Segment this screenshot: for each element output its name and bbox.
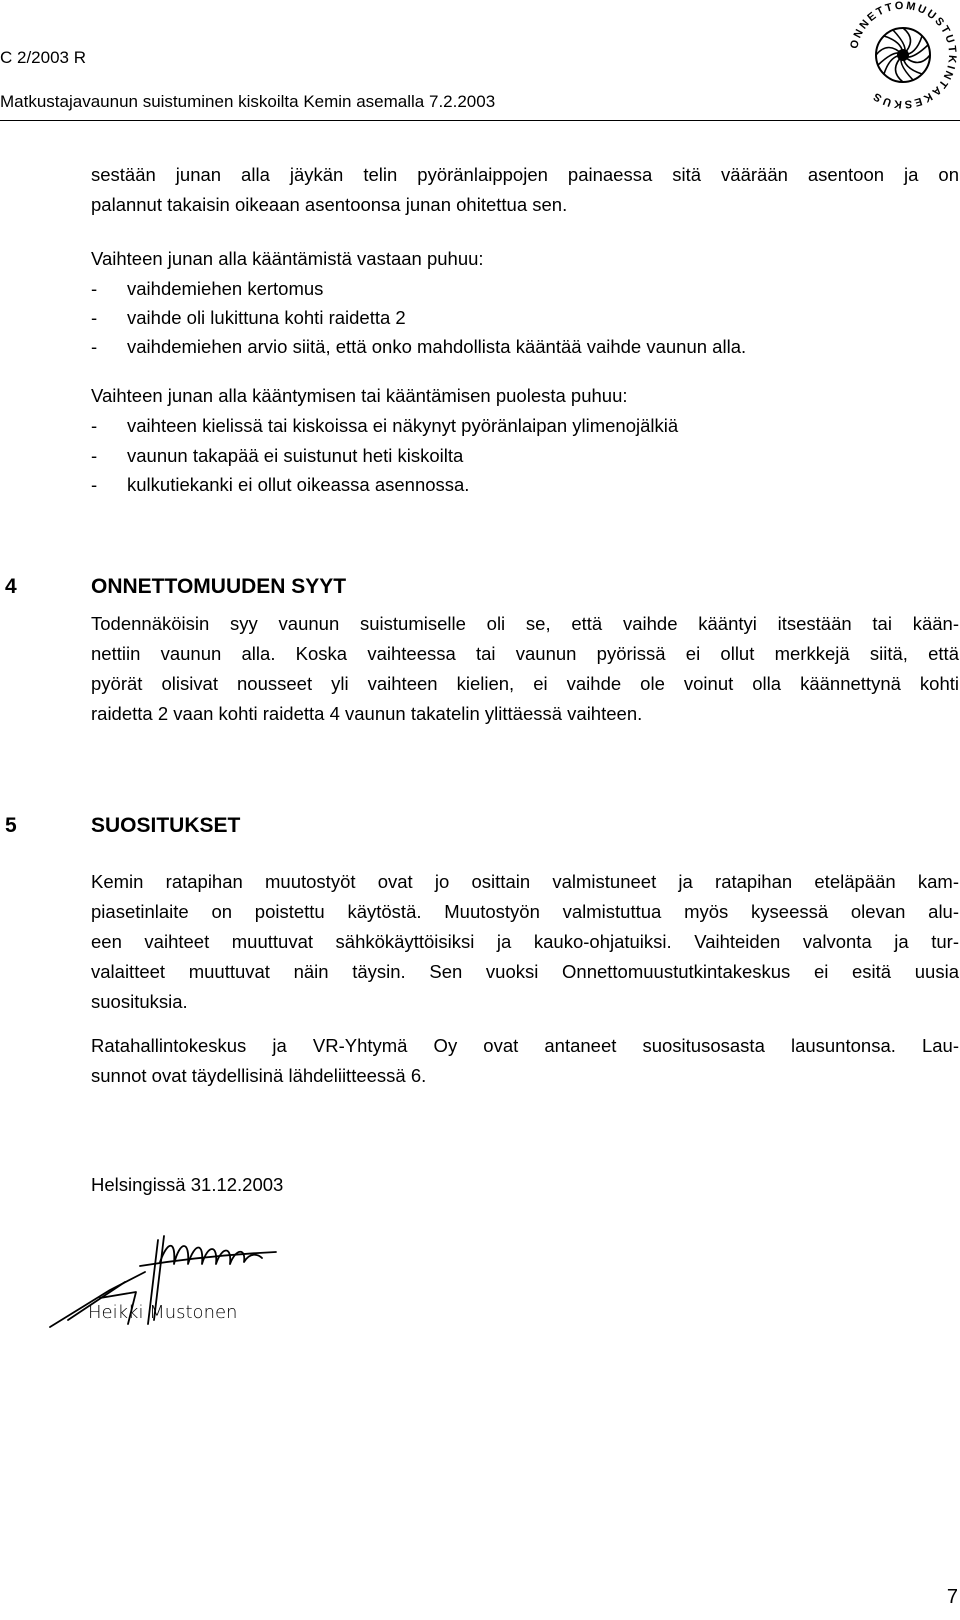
paragraph-continuation xyxy=(91,160,959,220)
place-and-date: Helsingissä 31.12.2003 xyxy=(91,1174,284,1195)
text-line: raidetta 2 vaan kohti raidetta 4 vaunun takatelin ylittäessä vaihteen. xyxy=(91,703,643,724)
text-line: nettiin vaunun alla. Koska vaihteessa tai vaunun pyörissä ei ollut merkkejä siitä, että xyxy=(91,643,959,664)
section-5-paragraph-1 xyxy=(91,867,959,1017)
handwritten-signature xyxy=(40,1232,280,1342)
section-4-paragraph xyxy=(91,609,959,729)
text-line: suosituksia. xyxy=(91,991,188,1012)
agency-logo xyxy=(848,0,958,110)
section-5-paragraph-2 xyxy=(91,1031,959,1091)
list-dash: - xyxy=(91,307,98,328)
text-line: sunnot ovat täydellisinä lähdeliitteessä 6. xyxy=(91,1065,427,1086)
for-intro: Vaihteen junan alla kääntymisen tai kääntämisen puolesta puhuu: xyxy=(91,385,628,406)
text-line: valaitteet muuttuvat näin täysin. Sen vuoksi Onnettomuustutkintakeskus ei esitä uusia xyxy=(91,961,959,982)
section-5-heading: SUOSITUKSET xyxy=(91,814,241,837)
section-5-number: 5 xyxy=(5,814,17,837)
list-dash: - xyxy=(91,474,98,495)
svg-text:ONNETTOMUUSTUTKINTAKESKUS: ONNETTOMUUSTUTKINTAKESKUS xyxy=(848,0,958,110)
report-title: Matkustajavaunun suistuminen kiskoilta Kemin asemalla 7.2.2003 xyxy=(0,92,496,111)
list-dash: - xyxy=(91,336,98,357)
list-dash: - xyxy=(91,415,98,436)
text-line: palannut takaisin oikeaan asentoonsa junan ohitettua sen. xyxy=(91,194,568,215)
list-item-text: vaihdemiehen kertomus xyxy=(127,278,324,299)
text-line: Kemin ratapihan muutostyöt ovat jo osittain valmistuneet ja ratapihan eteläpään kam- xyxy=(91,871,959,892)
signer-name: Heikki Mustonen xyxy=(88,1302,238,1323)
text-line: Ratahallintokeskus ja VR-Yhtymä Oy ovat antaneet suositusosasta lausuntonsa. Lau- xyxy=(91,1035,959,1056)
list-item-text: vaihde oli lukittuna kohti raidetta 2 xyxy=(127,307,406,328)
text-line: piasetinlaite on poistettu käytöstä. Muutostyön valmistuttua myös kyseessä olevan alu- xyxy=(91,901,959,922)
list-item-text: vaihteen kielissä tai kiskoissa ei näkynyt pyöränlaipan ylimenojälkiä xyxy=(127,415,679,436)
text-line: een vaihteet muuttuvat sähkökäyttöisiksi ja kauko-ohjatuiksi. Vaihteiden valvonta ja tur- xyxy=(91,931,959,952)
text-line: sestään junan alla jäykän telin pyöränlaippojen painaessa sitä väärään asentoon ja on xyxy=(91,164,959,185)
section-4-number: 4 xyxy=(5,575,17,598)
list-dash: - xyxy=(91,278,98,299)
text-line: pyörät olisivat nousseet yli vaihteen kielien, ei vaihde ole voinut olla käännettynä kohti xyxy=(91,673,959,694)
header-divider xyxy=(0,120,960,121)
against-intro: Vaihteen junan alla kääntämistä vastaan puhuu: xyxy=(91,248,484,269)
report-id: C 2/2003 R xyxy=(0,48,86,67)
list-item-text: kulkutiekanki ei ollut oikeassa asennossa. xyxy=(127,474,470,495)
page-number: 7 xyxy=(946,1586,958,1608)
list-item-text: vaunun takapää ei suistunut heti kiskoilta xyxy=(127,445,464,466)
text-line: Todennäköisin syy vaunun suistumiselle oli se, että vaihde kääntyi itsestään tai kään- xyxy=(91,613,959,634)
list-item-text: vaihdemiehen arvio siitä, että onko mahdollista kääntää vaihde vaunun alla. xyxy=(127,336,747,357)
section-4-heading: ONNETTOMUUDEN SYYT xyxy=(91,575,347,598)
list-dash: - xyxy=(91,445,98,466)
